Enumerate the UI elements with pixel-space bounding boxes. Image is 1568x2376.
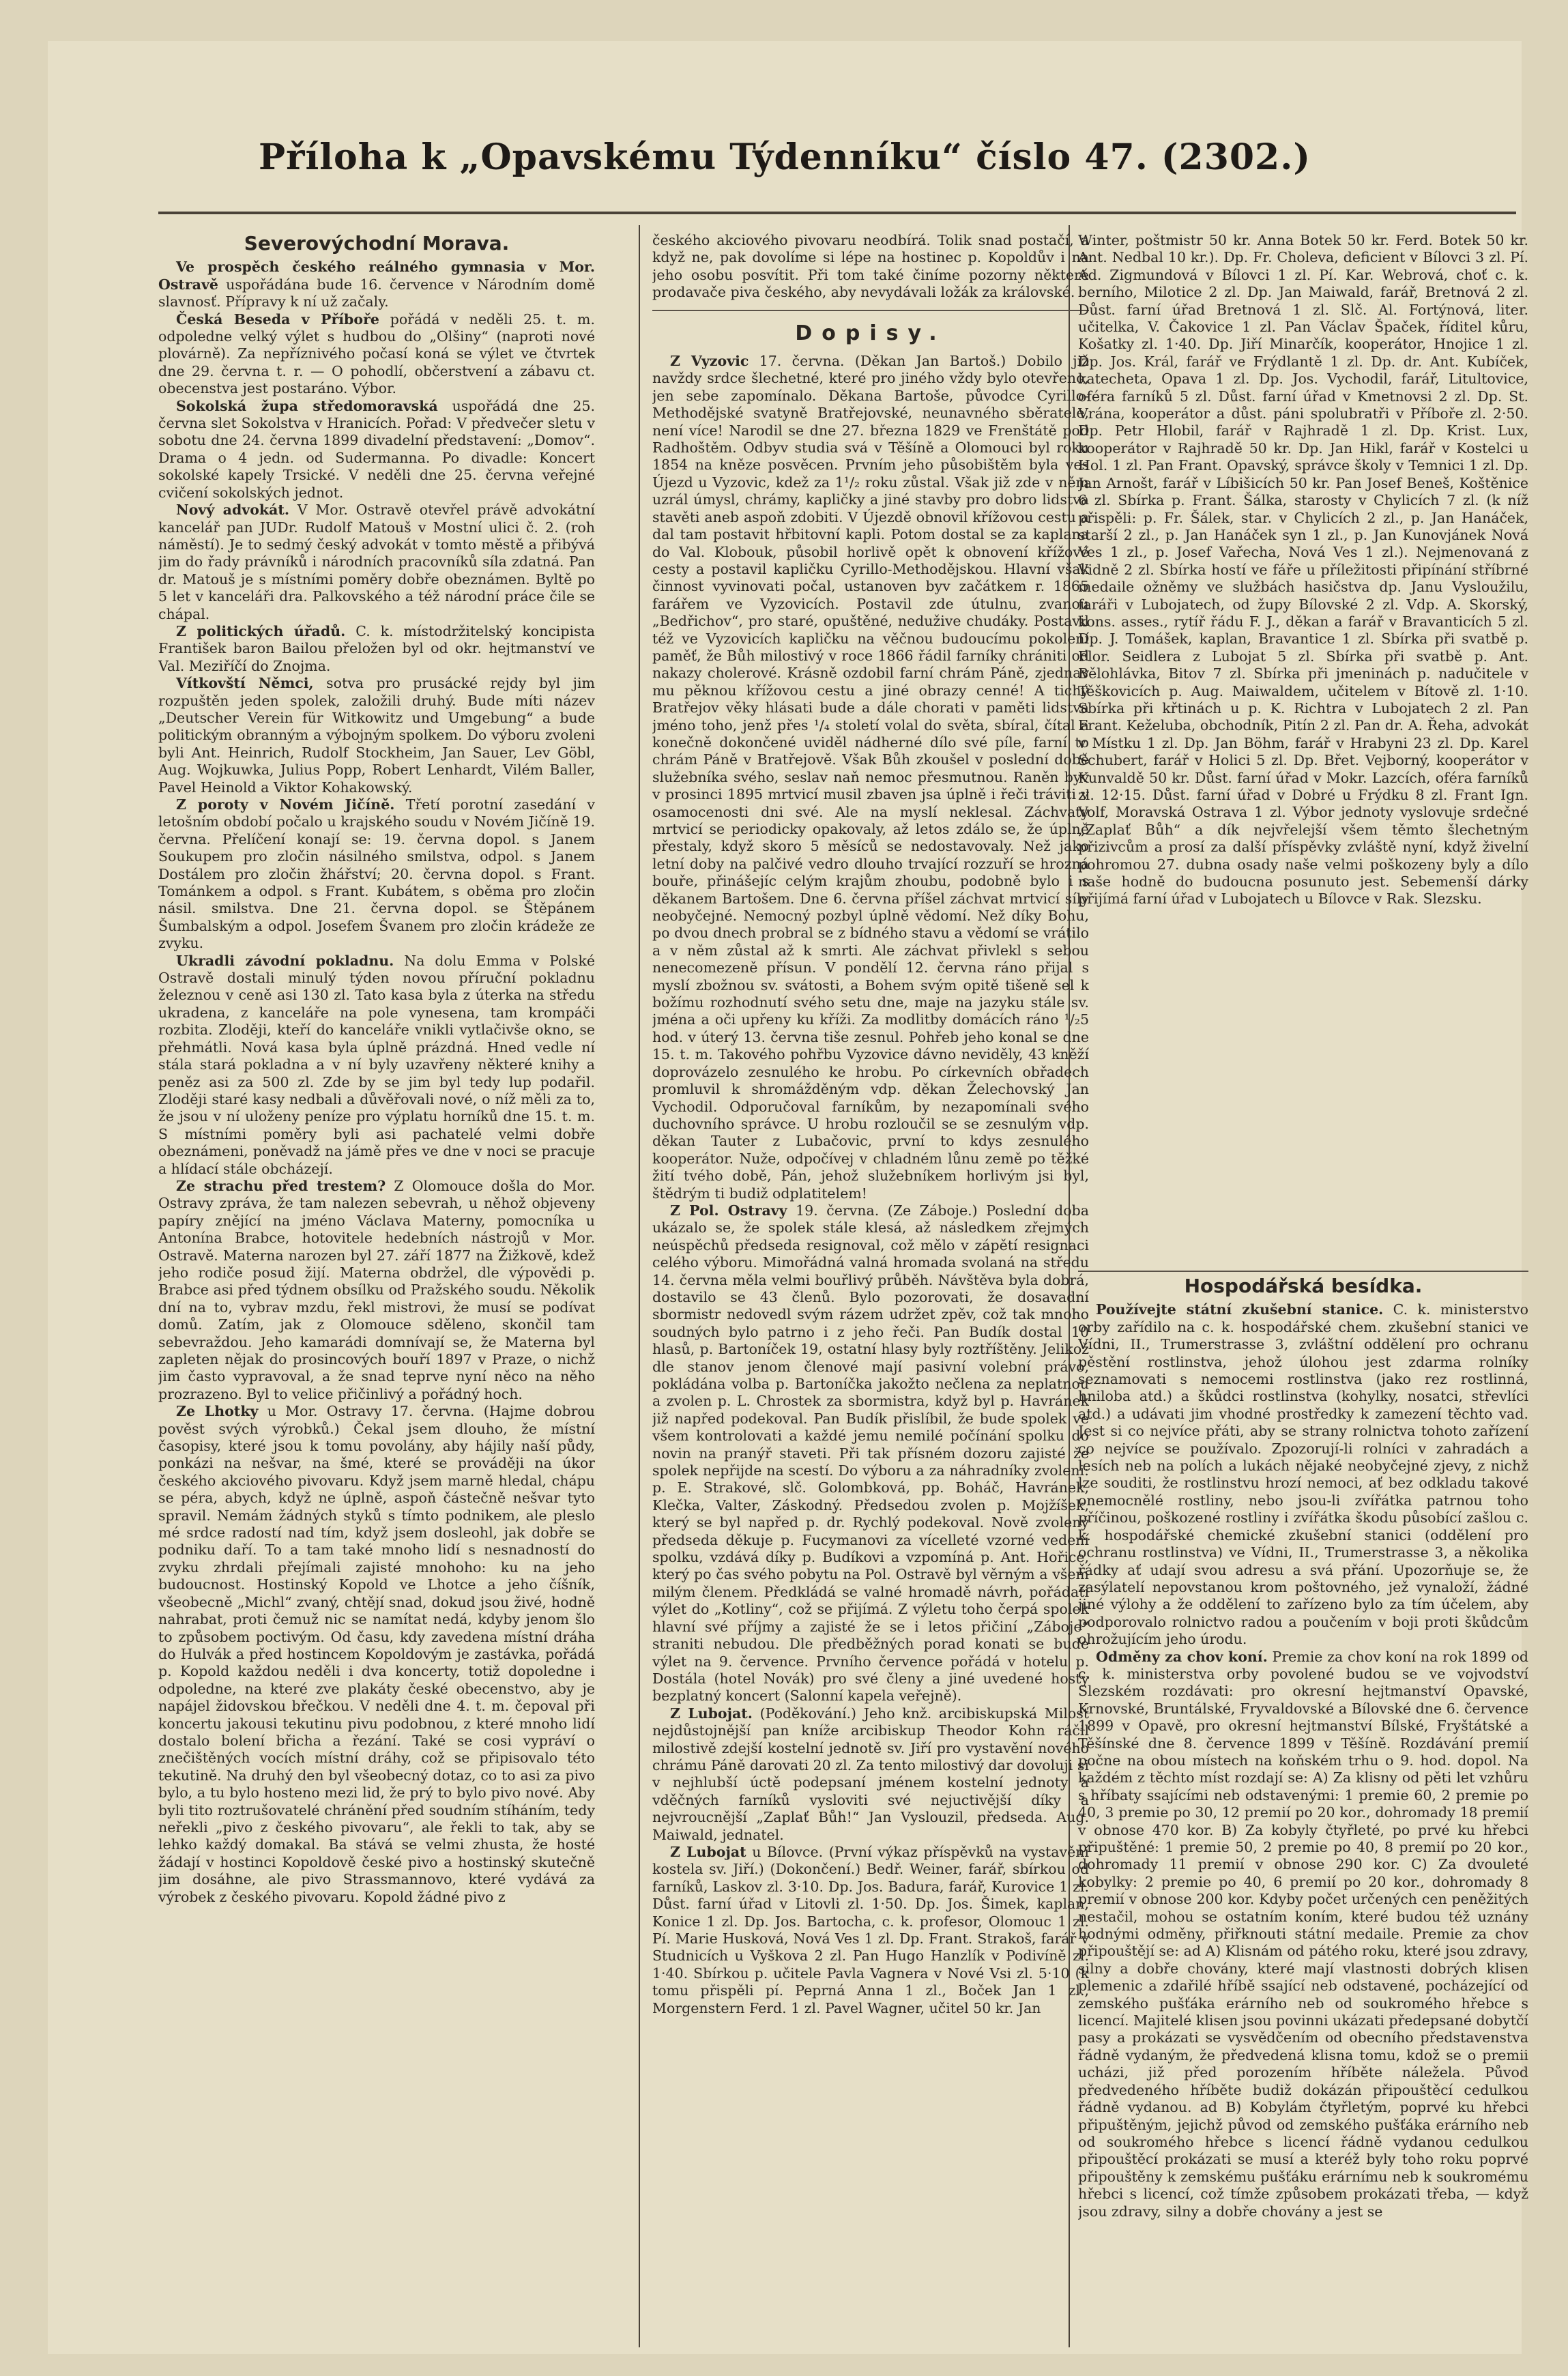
article-lead: Z poroty v Novém Jičíně. [176,796,395,813]
article-paragraph [158,1178,595,1403]
article-lead: Ve prospěch českého reálného gymnasia v Mor. Ostravě [158,259,595,293]
article-lead: Z Vyzovic [670,353,749,370]
section-divider [1078,1271,1528,1272]
article-text: (Poděkování.) Jeho knž. arcibiskupská Milosť nejdůstojnější pan kníže arcibiskup Theodor Kohn ráčil milostivě zdejší kostelní jednotě sv. Jiří pro vystavění nového chrámu Páně darovati 20 zl. Za tento milostivý dar dovoluji si v nejhlubší úctě podepsaní jménem kostelní jednoty a vděčných farníků vysloviti své nejuctivější díky a nejvroucnější „Zaplať Bůh!“ Jan Vyslouzil, předseda. Aug. Maiwald, jednatel. [652,1705,1089,1843]
article-lead: Ze Lhotky [176,1403,259,1420]
article-lead: Používejte státní zkušební stanice. [1096,1301,1384,1318]
article-text: uspořádána bude 16. července v Národním domě slavnosť. Přípravy k ní už začaly. [158,276,595,310]
left-column [158,232,595,2347]
article-text: Premie za chov koní na rok 1899 od c. k. ministerstva orby povolené budou se ve vojvodství Slezském rozdávati: pro okresní hejtmanství Opavské, Krnovské, Bruntálské, Fryvaldovské a Bílovské dne 6. července 1899 v Opavě, pro okresní hejtmanství Bílské, Fryštátské a Těšínské dne 8. července 1899 v Těšíně. Rozdávání premií počne na obou místech na koňském trhu o 9. hod. dopol. Na každém z těchto míst rozdají se: A) Za klisny od pěti let vzhůru s hříbaty ssajícími neb odstavenými: 1 premie 60, 2 premie po 40, 3 premie po 30, 12 premií po 20 kor., dohromady 18 premií v obnose 470 kor. B) Za kobyly čtyřleté, po prvé ku hřebci připuštěné: 1 premie 50, 2 premie po 40, 8 premií po 20 kor., dohromady 11 premií v obnose 290 kor. C) Za dvouleté kobylky: 2 premie po 40, 6 premií po 20 kor., dohromady 8 premií v obnose 200 kor. Kdyby počet určených cen peněžitých nestačil, mohou se ostatním koním, které budou též uznány hodnými odměny, přiřknouti státní medaile. Premie za chov připouštějí se: ad A) Klisnám od pátého roku, které jsou zdravy, silny a dobře chovány, které mají vlastnosti dobrých klisen plemenic a zdařilé hříbě ssající neb odstavené, pocházející od zemského pušťáka erárního neb od soukromého hřebce s licencí. Majitelé klisen jsou povinni ukázati předepsané dobytčí pasy a prokázati se vysvědčením od obecního představenstva řádně vydaným, že předvedená klisna tomu, kdož se o premii ucházi, již před porozením hříběte náležela. Původ předvedeného hříběte budiž dokázán připouštěcí cedulkou řádně vydanou. ad B) Kobylám čtyřletým, poprvé ku hřebci připuštěným, jejichž původ od zemského pušťáka erárního neb od soukromého hřebce s licencí řádně vydanou cedulkou připouštěcí prokázati se musí a kteréž byly toho roku poprvé připouštěny k zemskému pušťáku erárnímu neb k soukromému hřebci s licencí, což tímže způsobem prokázati třeba, — když jsou zdravy, silny a dobře chovány a jest se [1078,1648,1528,2220]
article-paragraph [652,1202,1089,1705]
article-paragraph [652,232,1089,302]
article-text: Z Olomouce došla do Mor. Ostravy zpráva, že tam nalezen sebevrah, u něhož objeveny papíry znějící na jméno Václava Materny, pomocníka u Antonína Brabce, hotovitele hedebních nástrojů v Mor. Ostravě. Materna narozen byl 27. září 1877 na Žižkově, kdež jeho rodiče posud žijí. Materna obdržel, dle výpovědi p. Brabce asi před týdnem obsílku od Pražského soudu. Několik dní na to, vybrav mzdu, řekl mistrovi, že musí se podívat domů. Zatím, jak z Olomouce sděleno, skončil tam sebevraždou. Jeho kamarádi domnívají se, že Materna byl zapleten nějak do prosincových bouří 1897 v Praze, o nichž jim často vypravoval, a že snad teprve nyní něco na něho prozrazeno. Byl to velice přičinlivý a pořádný hoch. [158,1177,595,1402]
article-lead: Sokolská župa středomoravská [176,397,438,414]
masthead-rule [158,212,1516,214]
article-text: u Mor. Ostravy 17. června. (Hajme dobrou pověst svých výrobků.) Čekal jsem dlouho, že místní časopisy, které jsou k tomu povolány, aby hájily naší půdy, ponkázi na nešvar, na šmé, které se prováději na úkor českého akciového pivovaru. Když jsem marně hledal, chápu se péra, abych, když ne úplně, aspoň částečně nešvar tyto spravil. Nemám žádných styků s tímto podnikem, ale pleslo mé srdce radostí nad tím, když jsem dosleohl, jak dobře se podniku daří. To a tam také mnoho lidí s nesnadností do zvyku zhrdali přejímali zajisté mnohoho: ku na jeho budoucnost. Hostinský Kopold ve Lhotce a jeho číšník, všeobecně „Michl“ zvaný, chtějí snad, dokud jsou živé, hodně nahrabat, proti čemuž nic se namítat nedá, kdyby jenom šlo to způsobem poctivým. Od času, kdy zavedena místní dráha do Hulvák a před hostincem Kopoldovým je zastávka, pořádá p. Kopold každou neděli i dva koncerty, totiž dopoledne i odpoledne, na které zve plakáty české obecenstvo, aby je napájel židovskou břečkou. V neděli dne 4. t. m. čepoval při koncertu jakousi tekutinu pivu podobnou, z které mnoho lidí dostalo bolení břicha a řezání. Také se cosi vypráví o znečištěných vocích místní dráhy, což se připisovalo této tekutině. Na druhý den byl všeobecný dotaz, co to asi za pivo bylo, a tu bylo hosteno mezi lid, že prý to bylo pivo nové. Aby byli tito roztrušovatelé chránění před soudním stíháním, tedy neřekli „pivo z českého pivovaru“, ale řekli to tak, aby se lehko každý domakal. Ba stává se velmi zhusta, že hosté žádají v hostinci Kopoldově české pivo a hostinský skutečně jim dosáhne, ale pivo Strassmannovo, které vydává za výrobek z českého pivovaru. Kopold žádné pivo z [158,1403,595,1905]
article-lead: Vítkovští Němci, [176,675,314,692]
article-text: 17. června. (Děkan Jan Bartoš.) Dobilo již navždy srdce šlechetné, které pro jiného vždy bylo otevřeno, jen sebe zapomínalo. Děkana Bartoše, původce Cyrillo-Methodějské svatyně Bratřejovské, neunavného sběratele, není více! Narodil se dne 27. března 1829 ve Frenštátě pod Radhoštěm. Odbyv studia svá v Těšíně a Olomouci byl roku 1854 na kněze posvěcen. Prvním jeho působištěm byla ves Újezd u Vyzovic, kdež za 1¹/₂ roku zůstal. Však již zde v něm uzrál úmysl, chrámy, kapličky a jiné stavby pro dobro lidstva stavěti aneb aspoň zdobiti. V Újezdě obnovil křížovou cestu a dal tam postavit hřbitovní kapli. Potom dostal se za kaplana do Val. Klobouk, působil horlivě opět k obnovení křížové cesty a postavil kapličku Cyrillo-Methodějskou. Hlavní však činnost vyvinovati počal, ustanoven byv začátkem r. 1865 farářem ve Vyzovicích. Postavil zde útulnu, zvanou „Bedřichov“, pro staré, opuštěné, nedužive chudáky. Postavil též ve Vyzovicích kapličku na věčnou budoucímu pokolení paměť, že Bůh milostivý v roce 1866 řádil farníky chrániti od nakazy cholerové. Krásně ozdobil farní chrám Páně, zjednav mu pěknou křížovou cestu a jiné obrazy cenné! A tichý Bratřejov věky hlásati bude a dále chorati v paměti lidstva jméno toho, jenž přes ¹/₄ století volal do světa, sbíral, čítal a konečně dokončené uviděl nádherné dílo své píle, farní to chrám Páně v Bratřejově. Však Bůh zkoušel v poslední době služebníka svého, seslav naň nemoc přesmutnou. Raněn byv v prosinci 1895 mrtvicí musil zbaven jsa úplně i řeči tráviti v osamocenosti dni své. Ale na myslí neklesal. Záchvaty mrtvicí se periodicky opakovaly, až letos zdálo se, že úplně přestaly, když skoro 5 měsíců se nedostavovaly. Než jako letní doby na palčivé vedro dlouho trvající rozzuří se hrozná bouře, přinášejíc celým krajům zhoubu, podobně bylo i s děkanem Bartošem. Dne 6. června příšel záchvat mrtvicí síly neobyčejné. Nemocný pozbyl úplně vědomí. Než díky Bohu, po dvou dnech probral se z bídného stavu a vědomí se vrátilo a v něm zůstal až k smrti. Ale záchvat přivlekl s sebou nenecomezeně přísun. V pondělí 12. června ráno přijal s myslí zbožnou sv. svátosti, a Bohem svým opitě tišeně sel k božímu rozhodnutí svého setu dne, maje na jazyku stále sv. jména a oči upřeny ku kříži. Za modlitby domácích ráno ¹/₂5 hod. v úterý 13. června tiše zesnul. Pohřeb jeho konal se dne 15. t. m. Takového pohřbu Vyzovice dávno neviděly, 43 kněží doprovázelo zesnulého ke hrobu. Po církevních obřadech promluvil k shromážděným vdp. děkan Želechovský Jan Vychodil. Odporučoval farníkům, by nezapomínali svého duchovního správce. U hrobu rozloučil se se zesnulým vdp. děkan Tauter z Lubačovic, první to kdys zesnulého kooperátor. Nuže, odpočívej v chladném lůnu země po těžké žití tvého době, Pán, jehož služebníkem horlivým jsi byl, štědrým ti budiž odplatitelem! [652,353,1089,1202]
article-paragraph [158,502,595,623]
article-paragraph [158,311,595,398]
article-text: sotva pro prusácké rejdy byl jim rozpuštěn jeden spolek, založili druhý. Bude míti název „Deutscher Verein für Witkowitz und Umgebung“ a bude politickým obranným a výbojným spolkem. Do výboru zvoleni byli Ant. Heinrich, Rudolf Stockheim, Jan Sauer, Lev Göbl, Aug. Wojkuwka, Julius Popp, Robert Lenhardt, Vilém Baller, Pavel Heinold a Viktor Kohakowský. [158,675,595,796]
right-column [1078,232,1528,2347]
article-paragraph [652,353,1089,1202]
article-paragraph [158,675,595,796]
article-paragraph [158,398,595,502]
newspaper-page [48,41,1528,2354]
article-text: 19. června. (Ze Záboje.) Poslední doba ukázalo se, že spolek stále klesá, až následkem zřejmých neúspěchů předseda resignoval, což mělo v zápětí resignaci celého výboru. Mimořádná valná hromada svolaná na středu 14. června měla velmi bouřlivý průběh. Návštěva byla dobrá, dostavilo se 43 členů. Bylo pozorovati, že dosavadní sbormistr nedovedl svým rázem udržet zpěv, což tak mnoho soudných bylo patrno i z jeho řeči. Pan Budík dostal 10 hlasů, p. Bartoníček 19, ostatní hlasy byly roztříštěny. Jelikož dle stanov jenom členové mají pasivní volební právo, pokládána volba p. Bartoníčka jakožto nečlena za neplatnou a zvolen p. L. Chrostek za sbormistra, když byl p. Havránek již napřed podekoval. Pan Budík přislíbil, že bude spolek ve všem kontrolovati a každé jemu nemilé počínání spolku do novin na pranýř staveti. Při tak přísném dozoru zajisté že spolek nepřijde na scestí. Do výboru a za náhradníky zvoleni: p. E. Strakové, slč. Golombková, pp. Boháč, Havránek, Klečka, Valter, Záskodný. Předsedou zvolen p. Mojžíšek, který se byl napřed p. dr. Rychlý podekoval. Nově zvolený předseda děkuje p. Fucymanovi za vícelleté vzorné vedení spolku, vzdává díky p. Budíkovi a vzpomíná p. Ant. Hořice, který po čas svého pobytu na Pol. Ostravě byl věrným a všem milým členem. Předkládá se valné hromadě návrh, pořádati výlet do „Kotliny“, což se přijímá. Z výletu toho čerpá spolek hlavní své příjmy a zajisté že se i letos přičiní „Záboje“ straniti nebudou. Dle předběžných porad konati se bude výlet na 9. července. Prvního července pořádá v hotelu p. Dostála (hotel Novák) pro své členy a jiné uvedené hosty bezplatný koncert (Salonní kapela veřejně). [652,1202,1089,1705]
article-paragraph [158,953,595,1178]
column-divider-left [639,225,640,2347]
section-heading-hospodarska-besidka: Hospodářská besídka. [1184,1275,1423,1297]
article-text: Třetí porotní zasedání v letošním období počalo u krajského soudu v Novém Jičíně 19. června. Přelíčení konají se: 19. června dopol. s Janem Soukupem pro zločin násilného smilstva, odpol. s Janem Dostálem pro zločin žhářství; 20. června dopol. s Frant. Tománkem a odpol. s Frant. Kubátem, s oběma pro zločin násil. smilstva. Dne 21. června dopol. se Štěpánem Šumbalským a odpol. Josefem Švanem pro zločin krádeže ze zvyku. [158,796,595,952]
article-lead: Ze strachu před trestem? [176,1177,386,1194]
article-text: pořádá v neděli 25. t. m. odpoledne velký výlet s hudbou do „Olšiny“ (naproti nové plovárně). Za nepříznivého počasí koná se výlet ve čtvrtek dne 29. června t. r. — O pohodlí, občerstvení a zábavu ct. obecenstva jest postaráno. Výbor. [158,310,595,397]
article-paragraph [158,623,595,675]
article-text: C. k. ministerstvo orby zařídilo na c. k. hospodářské chem. zkušební stanici ve Vídni, II., Trumerstrasse 3, zvláštní oddělení pro ochranu pěstění rostlinstva, jehož úlohou jest zdarma rolníky seznamovati s nemocemi rostlinstva (jako rez rostlinná, hniloba atd.) a škůdci rostlinstva (kohylky, nosatci, střevlíci atd.) a udávati jim vhodné prostředky k zamezení těchto vad. Jest si co nejvíce přáti, aby se strany rolnictva tohoto zařízení co nejvíce se používalo. Zpozorují-li rolníci v zahradách a lesích neb na polích a lukách nějaké neobyčejné zjevy, z nichž lze souditi, že rostlinstvu hrozí nemoci, ať bez odkladu takové onemocnělé rostliny, nebo jsou-li zvířátka patrnou toho příčinou, poškozené rostliny i zvířátka škodu působící zašlou c. k. hospodářské chemické zkušební stanici (oddělení pro ochranu rostlinstva) ve Vídni, II., Trumerstrasse 3, a několika řádky ať udají svou adresu a svá přání. Upozorňuje se, že zasýlatelí nepovstanou krom poštovného, jež vynaloží, žádné jiné výlohy a že oddělení to zařízeno bylo za tím účelem, aby podporovalo rolnictvo radou a poučením v boji proti škůdcům ohrožujícím jeho úrodu. [1078,1301,1528,1648]
page-title: Příloha k „Opavskému Týdenníku“ číslo 47. (2302.) [259,136,1311,178]
article-lead: Z Lubojat [670,1843,746,1860]
article-paragraph [158,796,595,953]
article-paragraph [1078,1649,1528,2220]
middle-column-continued-text [652,232,1089,302]
right-column-articles [1078,1301,1528,2220]
article-lead: Odměny za chov koní. [1096,1648,1268,1665]
section-divider [652,310,1089,311]
middle-column [652,232,1089,2347]
article-text: uspořádá dne 25. června slet Sokolstva v Hranicích. Pořad: V předvečer sletu v sobotu dne 24. června 1899 divadelní představení: „Domov“. Drama o 4 jedn. od Sudermanna. Po divadle: Koncert sokolské kapely Trsické. V neděli dne 25. června veřejné cvičení sokolských jednot. [158,397,595,501]
left-column-articles [158,259,595,1906]
article-paragraph [652,1844,1089,2017]
section-heading-severovychodni-morava: Severovýchodní Morava. [244,232,510,255]
article-text: Na dolu Emma v Polské Ostravě dostali minulý týden novou příruční pokladnu železnou v ceně asi 130 zl. Tato kasa byla z úterka na středu ukradena, z kanceláře na pole vynesena, tam krompáči rozbita. Zloději, kteří do kanceláře vnikli vytlačivše okno, se přehmátli. Nová kasa byla úplně prázdná. Hned vedle ní stála stará pokladna a v ní byly uzavřeny některé knihy a peněz asi za 500 zl. Zde by se jim byl tedy lup podařil. Zloději staré kasy nedbali a důvěřovali nové, o níž měli za to, že jsou v ní uloženy peníze pro výplatu horníků dne 15. t. m. S místními poměry byli asi pachatelé velmi dobře obeznámeni, poněvadž na jámě přes ve dne v noci se pracuje a hlídací stále obcházejí. [158,952,595,1177]
middle-column-articles [652,353,1089,2017]
article-paragraph [158,1403,595,1906]
article-paragraph [1078,1301,1528,1648]
article-paragraph [158,259,595,310]
article-lead: Ukradli závodní pokladnu. [176,952,394,969]
article-text: V Mor. Ostravě otevřel právě advokátní kancelář pan JUDr. Rudolf Matouš v Mostní ulici č. 2. (roh náměstí). Je to sedmý český advokát v tomto městě a přibývá jim do řady právníků i národních pracovníků síla zdatná. Pan dr. Matouš je s místními poměry dobře obeznámen. Byltě po 5 let v kanceláři dra. Palkovského a též národní práce čile se chápal. [158,502,595,622]
article-text: C. k. místodržitelský koncipista František baron Bailou přeložen byl od okr. hejtmanství ve Val. Meziříčí do Znojma. [158,622,595,674]
right-column-lower [1078,1262,1528,2220]
article-paragraph [652,1705,1089,1844]
article-text: u Bílovce. (První výkaz příspěvků na vystavění kostela sv. Jiří.) (Dokončení.) Bedř. Weiner, farář, sbírkou od farníků, Laskov zl. 3·10. Dp. Jos. Badura, farář, Kurovice 1 zl. Důst. farní úřad v Litovli zl. 1·50. Dp. Jos. Šimek, kaplan, Konice 1 zl. Dp. Jos. Bartocha, c. k. profesor, Olomouc 1 zl. Pí. Marie Husková, Nová Ves 1 zl. Dp. Frant. Strakoš, farář v Studnicích u Vyškova 2 zl. Pan Hugo Hanzlík v Podivíně zl. 1·40. Sbírkou p. učitele Pavla Vagnera v Nové Vsi zl. 5·10 (k tomu přispěli pí. Peprná Anna 1 zl., Boček Jan 1 zl., Morgenstern Ferd. 1 zl. Pavel Wagner, učitel 50 kr. Jan [652,1843,1089,2016]
article-text: českého akciového pivovaru neodbírá. Tolik snad postačí, a když ne, pak dovolíme si lépe na hostinec p. Kopoldův i na jeho osobu posvítit. Při tom také činíme pozorny některé prodavače piva českého, aby nevydávali ložák za královské. [652,232,1089,301]
article-lead: Nový advokát. [176,502,289,519]
article-paragraph [1078,232,1528,908]
article-lead: Česká Beseda v Příboře [176,310,379,328]
article-lead: Z politických úřadů. [176,622,346,639]
article-lead: Z Lubojat. [670,1705,753,1722]
right-column-continued-text [1078,232,1528,908]
section-heading-dopisy: Dopisy. [795,321,946,345]
article-text: Winter, poštmistr 50 kr. Anna Botek 50 kr. Ferd. Botek 50 kr. Ant. Nedbal 10 kr.). Dp. Fr. Choleva, deficient v Bílovci 3 zl. Pí. Ad. Zigmundová v Bílovci 1 zl. Pí. Kar. Webrová, choť c. k. berního, Milotice 2 zl. Dp. Jan Maiwald, farář, Bretnová 2 zl. Důst. farní úřad Bretnová 1 zl. Slč. Al. Fortýnová, liter. učitelka, V. Čakovice 1 zl. Pan Václav Špaček, říditel kůru, Košatky zl. 1·40. Dp. Jiří Minarčík, kooperátor, Hnojice 1 zl. Dp. Jos. Král, farář ve Frýdlantě 1 zl. Dp. dr. Ant. Kubíček, katecheta, Opava 1 zl. Dp. Jos. Vychodil, farář, Litultovice, oféra farníků 5 zl. Důst. farní úřad v Kmetnovsi 2 zl. Dp. St. Vrána, kooperátor a důst. páni spolubratři v Příboře zl. 2·50. Dp. Petr Hlobil, farář v Rajhradě 1 zl. Dp. Krist. Lux, kooperátor v Rajhradě 50 kr. Dp. Jan Hikl, farář v Kostelci u Hol. 1 zl. Pan Frant. Opavský, správce školy v Temnici 1 zl. Dp. Jan Arnošt, farář v Líbišicích 50 kr. Pan Josef Beneš, Koštěnice 6 zl. Sbírka p. Frant. Šálka, starosty v Chylicích 7 zl. (k níž přispěli: p. Fr. Šálek, star. v Chylicích 2 zl., p. Jan Hanáček, starší 2 zl., p. Jan Hanáček syn 1 zl., p. Jan Kunovjánek Nová Ves 1 zl., p. Josef Vařecha, Nová Ves 1 zl.). Nejmenovaná z Vidně 2 zl. Sbírka hostí ve fáře u příležitosti připínání stříbrné medaile ožněmy ve službách hasičstva dp. Janu Vysloužilu, faráři v Lubojatech, od župy Bílovské 2 zl. Vdp. A. Skorský, kons. asses., rytíř řádu F. J., děkan a farář v Bravanticích 5 zl. Dp. J. Tomášek, kaplan, Bravantice 1 zl. Sbírka při svatbě p. Flor. Seidlera z Lubojat 5 zl. Sbírka při svatbě p. Ant. Bělohlávka, Bitov 7 zl. Sbírka při jmeninách p. nadučitele v Těškovicích p. Aug. Maiwaldem, učitelem v Bítově zl. 1·10. Sbírka při křtinách u p. K. Richtra v Lubojatech 2 zl. Pan Frant. Keželuba, obchodník, Pitín 2 zl. Pan dr. A. Řeha, advokát v Místku 1 zl. Dp. Jan Böhm, farář v Hrabyni 23 zl. Dp. Karel Schubert, farář v Holici 5 zl. Dp. Břet. Vejborný, kooperátor v Kunvaldě 50 kr. Důst. farní úřad v Mokr. Lazcích, oféra farníků zl. 12·15. Důst. farní úřad v Dobré u Frýdku 8 zl. Frant Ign. Volf, Moravská Ostrava 1 zl. Výbor jednoty vyslovuje srdečné „Zaplať Bůh“ a dík nejvřelejší všem těmto šlechetným přizivcům a prosí za další příspěvky zvláště nyní, když živelní pohromou 27. dubna osady naše velmi poškozeny byly a dílo naše hodně do budoucna posunuto jest. Sebemenší dárky přijímá farní úřad v Lubojatech u Bílovce v Rak. Slezsku. [1078,232,1528,908]
article-lead: Z Pol. Ostravy [670,1202,787,1219]
